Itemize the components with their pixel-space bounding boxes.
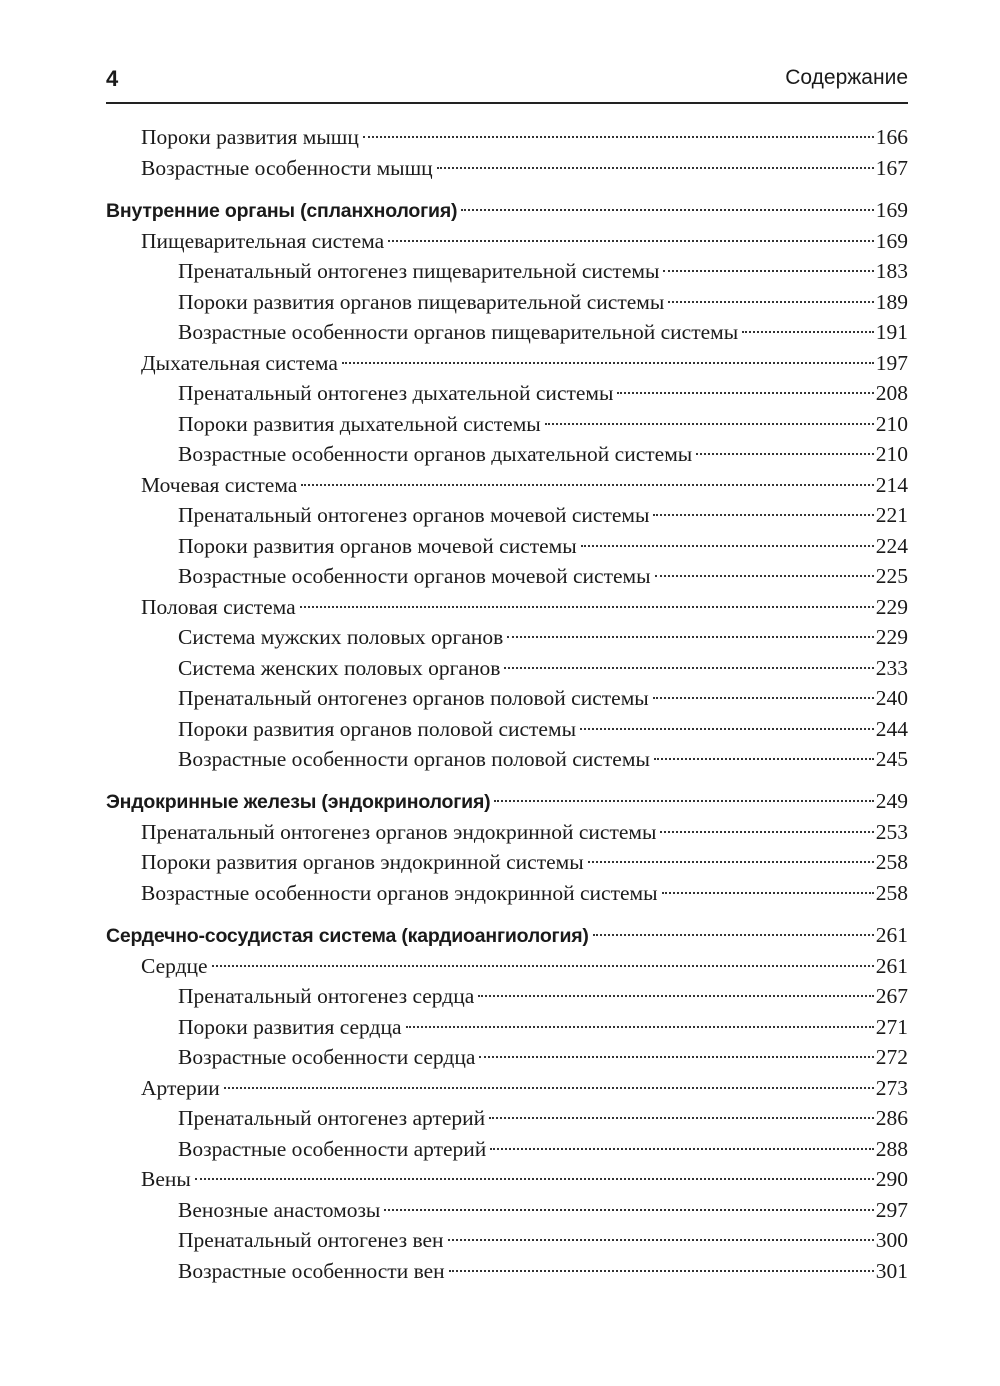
toc-entry-title: Мочевая система [141, 473, 298, 497]
toc-entry [141, 122, 908, 152]
dot-leader [300, 606, 874, 608]
dot-leader [478, 995, 874, 997]
toc-entry-title: Пренатальный онтогенез пищеварительной системы [178, 259, 660, 283]
toc-entry-page: 208 [875, 381, 908, 405]
toc-entry-page: 210 [875, 412, 908, 436]
toc-entry [178, 561, 908, 591]
toc-entry-title: Пренатальный онтогенез сердца [178, 984, 475, 1008]
dot-leader [655, 575, 874, 577]
dot-leader [617, 392, 873, 394]
toc-entry-page: 224 [875, 534, 908, 558]
toc-entry-title: Пренатальный онтогенез дыхательной системы [178, 381, 614, 405]
dot-leader [461, 209, 873, 211]
toc-entry-title: Пороки развития дыхательной системы [178, 412, 541, 436]
dot-leader [224, 1087, 874, 1089]
dot-leader [384, 1209, 873, 1211]
dot-leader [449, 1270, 874, 1272]
toc-entry-page: 225 [875, 564, 908, 588]
dot-leader [437, 167, 874, 169]
dot-leader [660, 831, 873, 833]
dot-leader [301, 484, 873, 486]
toc-entry-page: 229 [875, 595, 908, 619]
toc-entry-title: Пороки развития мышц [141, 125, 359, 149]
toc-entry [141, 1164, 908, 1194]
dot-leader [593, 934, 874, 936]
toc-entry-title: Сердечно-сосудистая система (кардиоангиология) [106, 925, 589, 947]
toc-entry-title: Венозные анастомозы [178, 1198, 381, 1222]
toc-entry-title: Возрастные особенности сердца [178, 1045, 476, 1069]
toc-entry-page: 258 [875, 881, 908, 905]
toc-entry-page: 210 [875, 442, 908, 466]
toc-entry-title: Эндокринные железы (эндокринология) [106, 791, 491, 813]
toc-entry-title: Пренатальный онтогенез органов половой системы [178, 686, 649, 710]
toc-section-heading [106, 920, 908, 950]
dot-leader [581, 545, 874, 547]
toc-entry-title: Дыхательная система [141, 351, 338, 375]
toc-entry [178, 981, 908, 1011]
toc-entry [178, 1103, 908, 1133]
toc-entry-title: Пороки развития сердца [178, 1015, 402, 1039]
toc-section-heading [106, 786, 908, 816]
dot-leader [406, 1026, 874, 1028]
dot-leader [342, 362, 874, 364]
toc-entry-page: 301 [875, 1259, 908, 1283]
dot-leader [490, 1148, 873, 1150]
toc-entry-title: Пороки развития органов половой системы [178, 717, 577, 741]
dot-leader [212, 965, 874, 967]
toc-entry-title: Пренатальный онтогенез артерий [178, 1106, 486, 1130]
toc-entry-page: 288 [875, 1137, 908, 1161]
toc-entry [141, 592, 908, 622]
toc-entry-page: 244 [875, 717, 908, 741]
toc-entry-page: 197 [875, 351, 908, 375]
toc-entry [141, 878, 908, 908]
dot-leader [653, 514, 873, 516]
toc-entry-title: Возрастные особенности органов половой системы [178, 747, 650, 771]
toc-entry [178, 1134, 908, 1164]
toc-entry [178, 1256, 908, 1286]
dot-leader [653, 697, 874, 699]
dot-leader [663, 270, 873, 272]
toc-entry [178, 744, 908, 774]
toc-entry-page: 258 [875, 850, 908, 874]
toc-entry [141, 1073, 908, 1103]
toc-entry-page: 240 [875, 686, 908, 710]
toc-entry-page: 300 [875, 1228, 908, 1252]
toc-entry [178, 256, 908, 286]
toc-entry-page: 166 [875, 125, 908, 149]
toc-entry-page: 271 [875, 1015, 908, 1039]
toc-entry-page: 169 [875, 198, 908, 222]
toc-entry-page: 189 [875, 290, 908, 314]
dot-leader [662, 892, 874, 894]
toc-entry [178, 714, 908, 744]
toc-entry [178, 378, 908, 408]
toc-entry [178, 439, 908, 469]
toc-entry [178, 1225, 908, 1255]
toc-entry-page: 290 [875, 1167, 908, 1191]
toc-entry [141, 817, 908, 847]
toc-entry-page: 253 [875, 820, 908, 844]
toc-entry [141, 847, 908, 877]
toc-entry [141, 226, 908, 256]
toc-entry [141, 470, 908, 500]
toc-entry-title: Возрастные особенности артерий [178, 1137, 487, 1161]
toc-entry-page: 272 [875, 1045, 908, 1069]
dot-leader [545, 423, 874, 425]
toc-entry-title: Пороки развития органов мочевой системы [178, 534, 577, 558]
dot-leader [195, 1178, 874, 1180]
toc-entry [178, 1012, 908, 1042]
toc-entry-title: Внутренние органы (спланхнология) [106, 200, 458, 222]
dot-leader [654, 758, 874, 760]
dot-leader [696, 453, 874, 455]
toc-entry-page: 214 [875, 473, 908, 497]
toc-entry-title: Половая система [141, 595, 296, 619]
toc-entry-page: 245 [875, 747, 908, 771]
toc-entry-page: 297 [875, 1198, 908, 1222]
toc-entry-page: 286 [875, 1106, 908, 1130]
dot-leader [448, 1239, 874, 1241]
toc-entry [178, 1195, 908, 1225]
toc-entry-title: Возрастные особенности вен [178, 1259, 445, 1283]
toc-entry-title: Система женских половых органов [178, 656, 501, 680]
toc-entry [178, 653, 908, 683]
toc-section-heading [106, 195, 908, 225]
toc-entry-title: Возрастные особенности мышц [141, 156, 433, 180]
dot-leader [363, 136, 874, 138]
dot-leader [388, 240, 874, 242]
toc-entry-title: Система мужских половых органов [178, 625, 504, 649]
toc-entry-title: Возрастные особенности органов эндокринной системы [141, 881, 658, 905]
toc-entry-page: 183 [875, 259, 908, 283]
toc-entry-page: 273 [875, 1076, 908, 1100]
toc-entry-page: 233 [875, 656, 908, 680]
toc-entry [178, 317, 908, 347]
page-number: 4 [106, 66, 119, 91]
toc-entry-page: 169 [875, 229, 908, 253]
toc-entry-page: 191 [875, 320, 908, 344]
toc-entry-title: Пороки развития органов пищеварительной системы [178, 290, 665, 314]
toc-entry-title: Вены [141, 1167, 191, 1191]
toc-entry [178, 531, 908, 561]
toc-entry-title: Артерии [141, 1076, 220, 1100]
toc-entry-title: Возрастные особенности органов дыхательной системы [178, 442, 693, 466]
toc-entry-page: 167 [875, 156, 908, 180]
toc-entry-title: Возрастные особенности органов пищеварительной системы [178, 320, 739, 344]
dot-leader [479, 1056, 873, 1058]
dot-leader [588, 861, 874, 863]
toc-entry-title: Пренатальный онтогенез органов эндокринной системы [141, 820, 657, 844]
toc-entry-title: Возрастные особенности органов мочевой системы [178, 564, 651, 588]
toc-entry-title: Пренатальный онтогенез вен [178, 1228, 444, 1252]
toc-entry-title: Сердце [141, 954, 208, 978]
running-title: Содержание [785, 66, 908, 89]
dot-leader [742, 331, 874, 333]
toc-entry [141, 951, 908, 981]
toc-entry [178, 622, 908, 652]
toc-entry-title: Пренатальный онтогенез органов мочевой системы [178, 503, 650, 527]
toc-entry [178, 683, 908, 713]
toc-entry-page: 229 [875, 625, 908, 649]
toc-entry-page: 221 [875, 503, 908, 527]
toc-entry-title: Пороки развития органов эндокринной системы [141, 850, 584, 874]
toc-entry [178, 409, 908, 439]
dot-leader [494, 800, 873, 802]
toc-entry [178, 1042, 908, 1072]
dot-leader [668, 301, 873, 303]
dot-leader [507, 636, 873, 638]
toc-entry-page: 261 [875, 923, 908, 947]
dot-leader [580, 728, 874, 730]
toc-entry-title: Пищеварительная система [141, 229, 385, 253]
toc-entry [178, 287, 908, 317]
toc-entry-page: 261 [875, 954, 908, 978]
toc-entry [141, 153, 908, 183]
dot-leader [504, 667, 873, 669]
toc-entry [141, 348, 908, 378]
page-header [106, 62, 908, 104]
toc-entry-page: 267 [875, 984, 908, 1008]
toc-entry [178, 500, 908, 530]
dot-leader [489, 1117, 874, 1119]
toc-entry-page: 249 [875, 789, 908, 813]
